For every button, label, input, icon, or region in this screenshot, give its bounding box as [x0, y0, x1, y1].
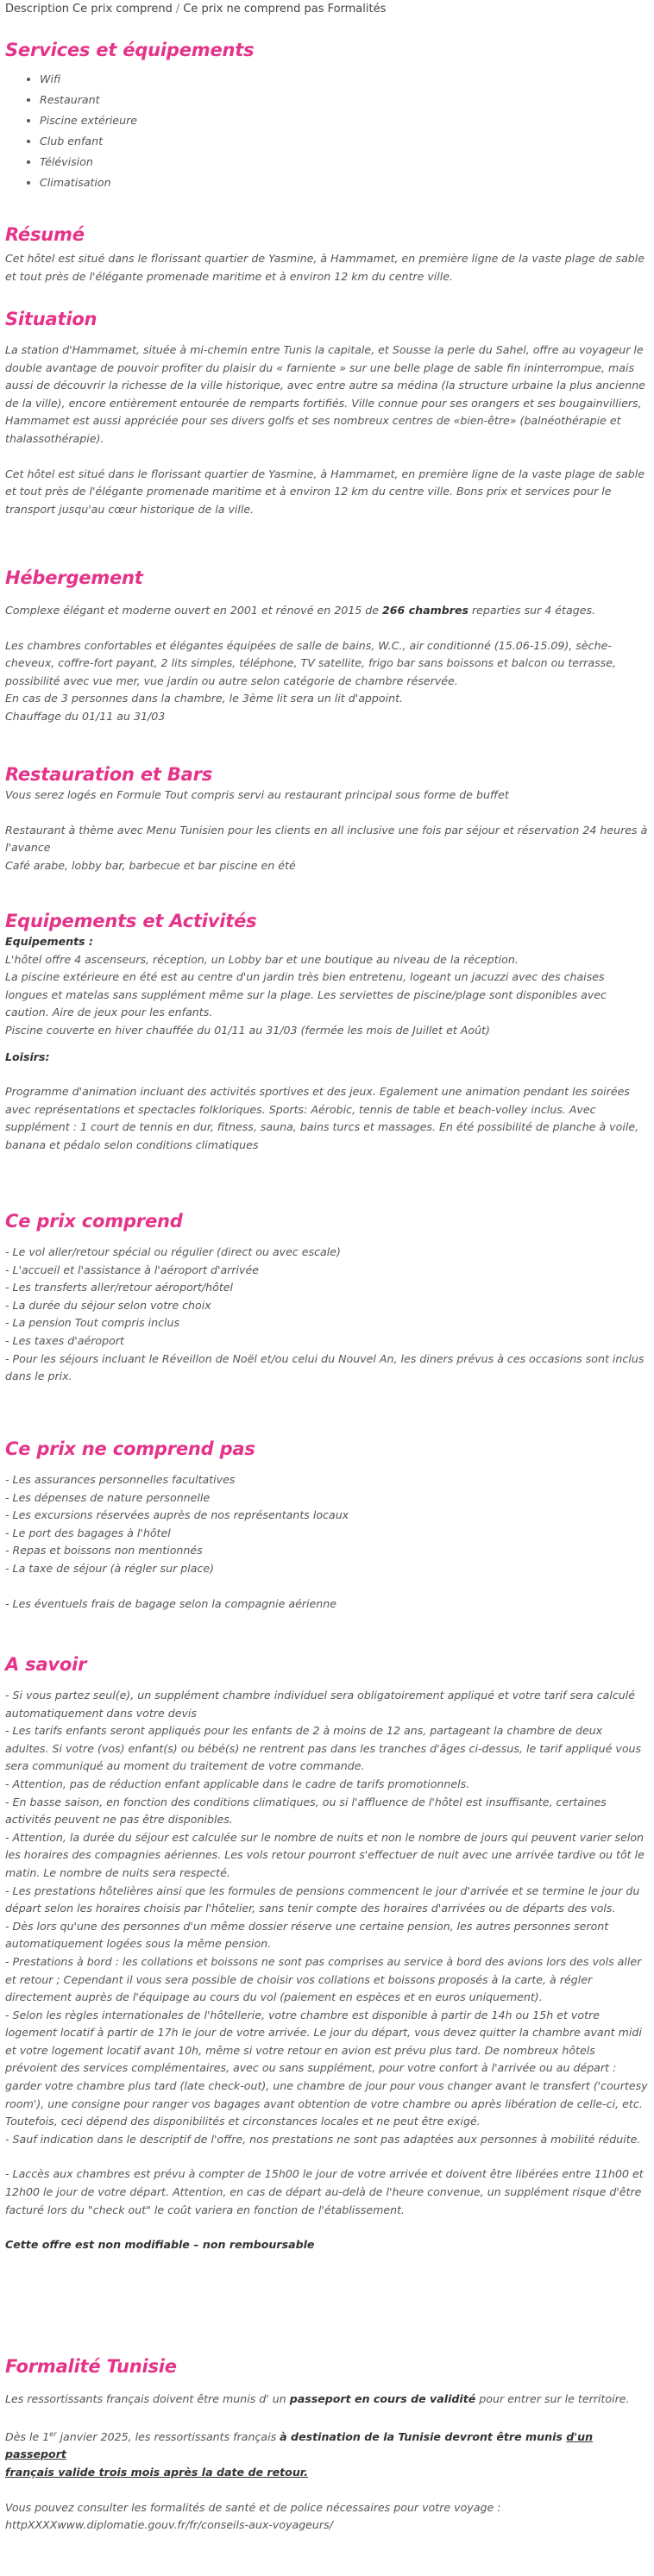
list-item: - Prestations à bord : les collations et boissons ne sont pas comprises au service à bord des avions lors des vols aller et retour ; Cependant il vous sera possible de choisir vos collations et boissons proposés à la carte, à régler directement auprès de l'équipage au cours du vol (paiement en espèces et en euros uniquement).: [5, 1954, 642, 2004]
text-run: reparties sur 4 étages.: [468, 604, 596, 617]
spacer: [5, 1578, 649, 1595]
list-item: - Selon les règles internationales de l'hôtellerie, votre chambre est disponible à partir de 14h ou 15h et votre logement locatif à partir de 17h le jour de votre arrivée. Le jour du départ, vous devez quitter la chambre avant midi et votre logement locatif avant 10h, même si votre retour en avion est prévu plus tard. De nombreux hôtels prévoient des services complémentaires, avec ou sans supplément, pour votre confort à l'arrivée ou au départ : garder votre chambre plus tard (late check-out), une chambre de jour pour vous changer avant le transfert ('courtesy room'), une consigne pour ranger vos bagages avant obtention de votre chambre ou après libération de celle-ci, etc. Toutefois, ceci dépend des disponibilités et circonstances locales et ne peut être exigé.: [5, 2008, 648, 2128]
ne-comprend-list: [5, 1471, 649, 1613]
list-item: - L'accueil et l'assistance à l'aéroport d'arrivée: [5, 1263, 260, 1276]
hebergement-title: Hébergement: [5, 567, 143, 588]
equipements-paragraph: La piscine extérieure en été est au centre d'un jardin très bien entretenu, logeant un jacuzzi avec des chaises longues et matelas sans supplément même sur la plage. Les serviettes de piscine/plage sont disponibles avec caution. Aire de jeux pour les enfants.: [5, 970, 607, 1019]
text-run: Complexe élégant et moderne ouvert en 2001 et rénové en 2015 de: [5, 604, 382, 617]
list-item: - Attention, la durée du séjour est calculée sur le nombre de nuits et non le nombre de jours qui peuvent varier selon les horaires des compagnies aériennes. Les vols retour pourront s'effectuer de nuit avec une arrivée tardive ou tôt le matin. Le nombre de nuits sera respecté.: [5, 1830, 645, 1879]
text-run: pour entrer sur le territoire.: [475, 2392, 630, 2405]
formalite-paragraph: Vous pouvez consulter les formalités de santé et de police nécessaires pour votre voyage :: [5, 2500, 501, 2514]
tab-ne-comprend[interactable]: Ce prix ne comprend pas: [183, 3, 324, 16]
comprend-list: [5, 1244, 649, 1386]
tab-formalites[interactable]: Formalités: [327, 3, 387, 16]
situation-paragraph: Cet hôtel est situé dans le florissant quartier de Yasmine, à Hammamet, en première ligne de la vaste plage de sable et tout près de l'élégante promenade maritime et à environ 12 km du centre ville. Bons prix et services pour le transport jusqu'au cœur historique de la ville.: [5, 467, 645, 516]
list-item: - Les tarifs enfants seront appliqués pour les enfants de 2 à moins de 12 ans, partageant la chambre de deux adultes. Si votre (vos) enfant(s) ou bébé(s) ne rentrent pas dans les tranches d'âges ci-dessus, le tarif appliqué vous sera communiqué au moment du traitement de votre commande.: [5, 1724, 642, 1773]
list-item: - Les éventuels frais de bagage selon la compagnie aérienne: [5, 1596, 336, 1610]
loisirs-label: Loisirs:: [5, 1050, 50, 1063]
hebergement-paragraph: [5, 602, 649, 620]
restauration-paragraph: Café arabe, lobby bar, barbecue et bar piscine en été: [5, 858, 296, 872]
list-item: - Pour les séjours incluant le Réveillon de Noël et/ou celui du Nouvel An, les diners prévus à ces occasions sont inclus dans le prix.: [5, 1351, 645, 1383]
services-title: Services et équipements: [5, 40, 255, 60]
equipements-section: [5, 909, 649, 1155]
tab-bar: [5, 0, 386, 18]
services-list: [24, 69, 649, 193]
list-item: • Piscine extérieure: [40, 110, 649, 131]
hebergement-paragraph: Chauffage du 01/11 au 31/03: [5, 709, 166, 723]
list-item: - Les excursions réservées auprès de nos représentants locaux: [5, 1508, 349, 1522]
list-item: • Climatisation: [40, 172, 649, 193]
restauration-title: Restauration et Bars: [5, 764, 213, 785]
list-item: - Les dépenses de nature personnelle: [5, 1490, 211, 1504]
tab-separator: /: [175, 3, 180, 16]
text-run: janvier 2025, les ressortissants français: [56, 2429, 280, 2443]
tab-description[interactable]: Description: [5, 3, 70, 16]
hebergement-paragraph: Les chambres confortables et élégantes équipées de salle de bains, W.C., air conditionné (15.06-15.09), sèche-cheveux, coffre-fort payant, 2 lits simples, téléphone, TV satellite, frigo bar sans boissons et balcon ou terrasse, possibilité avec vue mer, vue jardin ou autre selon catégorie de chambre réservée.: [5, 638, 616, 687]
situation-section: [5, 307, 649, 518]
list-item: - Le port des bagages à l'hôtel: [5, 1526, 171, 1539]
list-item: - Dès lors qu'une des personnes d'un même dossier réserve une certaine pension, les autres personnes seront automatiquement logées sous la même pension.: [5, 1919, 609, 1951]
list-item: - La durée du séjour selon votre choix: [5, 1298, 211, 1312]
superscript: er: [49, 2429, 57, 2438]
list-item: - Les prestations hôtelières ainsi que les formules de pensions commencent le jour d'arrivée et se termine le jour du départ selon les horaires choisis par l'hôtelier, sans tenir compte des horaires d'arrivées ou de départs des vols.: [5, 1883, 640, 1915]
services-section: [5, 38, 649, 193]
resume-section: [5, 223, 649, 285]
rooms-count: 266 chambres: [382, 604, 468, 617]
formalite-link[interactable]: httpXXXXwww.diplomatie.gouv.fr/fr/conseils-aux-voyageurs/: [5, 2518, 333, 2532]
restauration-paragraph: Restaurant à thème avec Menu Tunisien pour les clients en all inclusive une fois par séjour et réservation 24 heures à l'avance: [5, 823, 648, 855]
resume-title: Résumé: [5, 224, 85, 245]
non-modifiable-notice: Cette offre est non modifiable – non remboursable: [5, 2238, 315, 2252]
formalite-paragraph: [5, 2426, 649, 2482]
passport-emphasis: passeport en cours de validité: [289, 2392, 476, 2405]
equipements-label: Equipements :: [5, 935, 94, 948]
savoir-access-paragraph: - Laccès aux chambres est prévu à compter de 15h00 le jour de votre arrivée et doivent être libérées entre 11h00 et 12h00 le jour de votre départ. Attention, en cas de départ au-delà de l'heure convenue, un supplément risque d'être facturé lors du "check out" le coût variera en fonction de l'établissement.: [5, 2167, 644, 2216]
formalite-title: Formalité Tunisie: [5, 2356, 177, 2377]
list-item: - Le vol aller/retour spécial ou régulier (direct ou avec escale): [5, 1245, 341, 1258]
passport-requirement: d'un passeport: [5, 2429, 594, 2461]
savoir-section: [5, 1652, 649, 2254]
equipements-paragraph: L'hôtel offre 4 ascenseurs, réception, un Lobby bar et une boutique au niveau de la réception.: [5, 952, 519, 966]
situation-paragraph: La station d'Hammamet, située à mi-chemin entre Tunis la capitale, et Sousse la perle du Sahel, offre au voyageur le double avantage de pouvoir profiter du plaisir du « farniente » sur une belle plage de sable fin ininterrompue, mais aussi de découvrir la richesse de la ville historique, avec entre autre sa médina (la structure urbaine la plus ancienne de la ville), encore entièrement entourée de remparts fortifiés. Ville connue pour ses orangers et ses bougainvilliers, Hammamet est aussi appréciée pour ses divers golfs et ses nombreux centres de «bien-être» (balnéothérapie et thalassothérapie).: [5, 343, 645, 445]
situation-title: Situation: [5, 309, 97, 329]
list-item: • Club enfant: [40, 131, 649, 152]
savoir-list: [5, 1687, 649, 2148]
list-item: - Repas et boissons non mentionnés: [5, 1544, 203, 1558]
savoir-title: A savoir: [5, 1654, 87, 1675]
restauration-section: [5, 762, 649, 874]
list-item: - Les taxes d'aéroport: [5, 1333, 124, 1347]
list-item: - Les assurances personnelles facultatives: [5, 1473, 236, 1486]
passport-validity: français valide trois mois après la date de retour.: [5, 2465, 308, 2479]
comprend-title: Ce prix comprend: [5, 1211, 183, 1232]
text-run: Les ressortissants français doivent être munis d' un: [5, 2392, 290, 2405]
resume-text: Cet hôtel est situé dans le florissant quartier de Yasmine, à Hammamet, en première ligne de la vaste plage de sable et tout près de l'élégante promenade maritime et à environ 12 km du centre ville.: [5, 252, 645, 283]
list-item: - La taxe de séjour (à régler sur place): [5, 1561, 215, 1575]
list-item: - Si vous partez seul(e), un supplément chambre individuel sera obligatoirement appliqué et votre tarif sera calculé automatiquement dans votre devis: [5, 1689, 635, 1720]
comprend-section: [5, 1209, 649, 1386]
list-item: - Sauf indication dans le descriptif de l'offre, nos prestations ne sont pas adaptées aux personnes à mobilité réduite.: [5, 2132, 641, 2146]
ne-comprend-section: [5, 1437, 649, 1613]
list-item: - Les transferts aller/retour aéroport/hôtel: [5, 1281, 234, 1294]
destination-emphasis: à destination de la Tunisie devront être munis: [280, 2429, 567, 2443]
list-item: • Wifi: [40, 69, 649, 90]
restauration-paragraph: Vous serez logés en Formule Tout compris servi au restaurant principal sous forme de buffet: [5, 788, 509, 801]
loisirs-paragraph: Programme d'animation incluant des activités sportives et des jeux. Egalement une animation pendant les soirées avec représentations et spectacles folkloriques. Sports: Aérobic, tennis de table et beach-volley inclus. Avec supplément : 1 court de tennis en dur, fitness, sauna, bains turcs et massages. En été possibilité de planche à voile, banana et pédalo selon conditions climatiques: [5, 1085, 639, 1151]
hebergement-paragraph: En cas de 3 personnes dans la chambre, le 3ème lit sera un lit d'appoint.: [5, 692, 404, 705]
list-item: - La pension Tout compris inclus: [5, 1316, 180, 1330]
text-run: Dès le 1: [5, 2429, 50, 2443]
list-item: • Restaurant: [40, 90, 649, 110]
list-item: • Télévision: [40, 152, 649, 172]
hebergement-section: [5, 566, 649, 726]
equipements-title: Equipements et Activités: [5, 911, 257, 931]
equipements-paragraph: Piscine couverte en hiver chauffée du 01/11 au 31/03 (fermée les mois de Juillet et Août): [5, 1023, 490, 1037]
ne-comprend-title: Ce prix ne comprend pas: [5, 1438, 255, 1459]
list-item: - Attention, pas de réduction enfant applicable dans le cadre de tarifs promotionnels.: [5, 1777, 470, 1790]
formalite-paragraph: [5, 2391, 649, 2409]
tab-comprend[interactable]: Ce prix comprend: [72, 3, 173, 16]
list-item: - En basse saison, en fonction des conditions climatiques, ou si l'affluence de l'hôtel est insuffisante, certaines activités peuvent ne pas être disponibles.: [5, 1795, 607, 1827]
formalite-section: [5, 2354, 649, 2535]
